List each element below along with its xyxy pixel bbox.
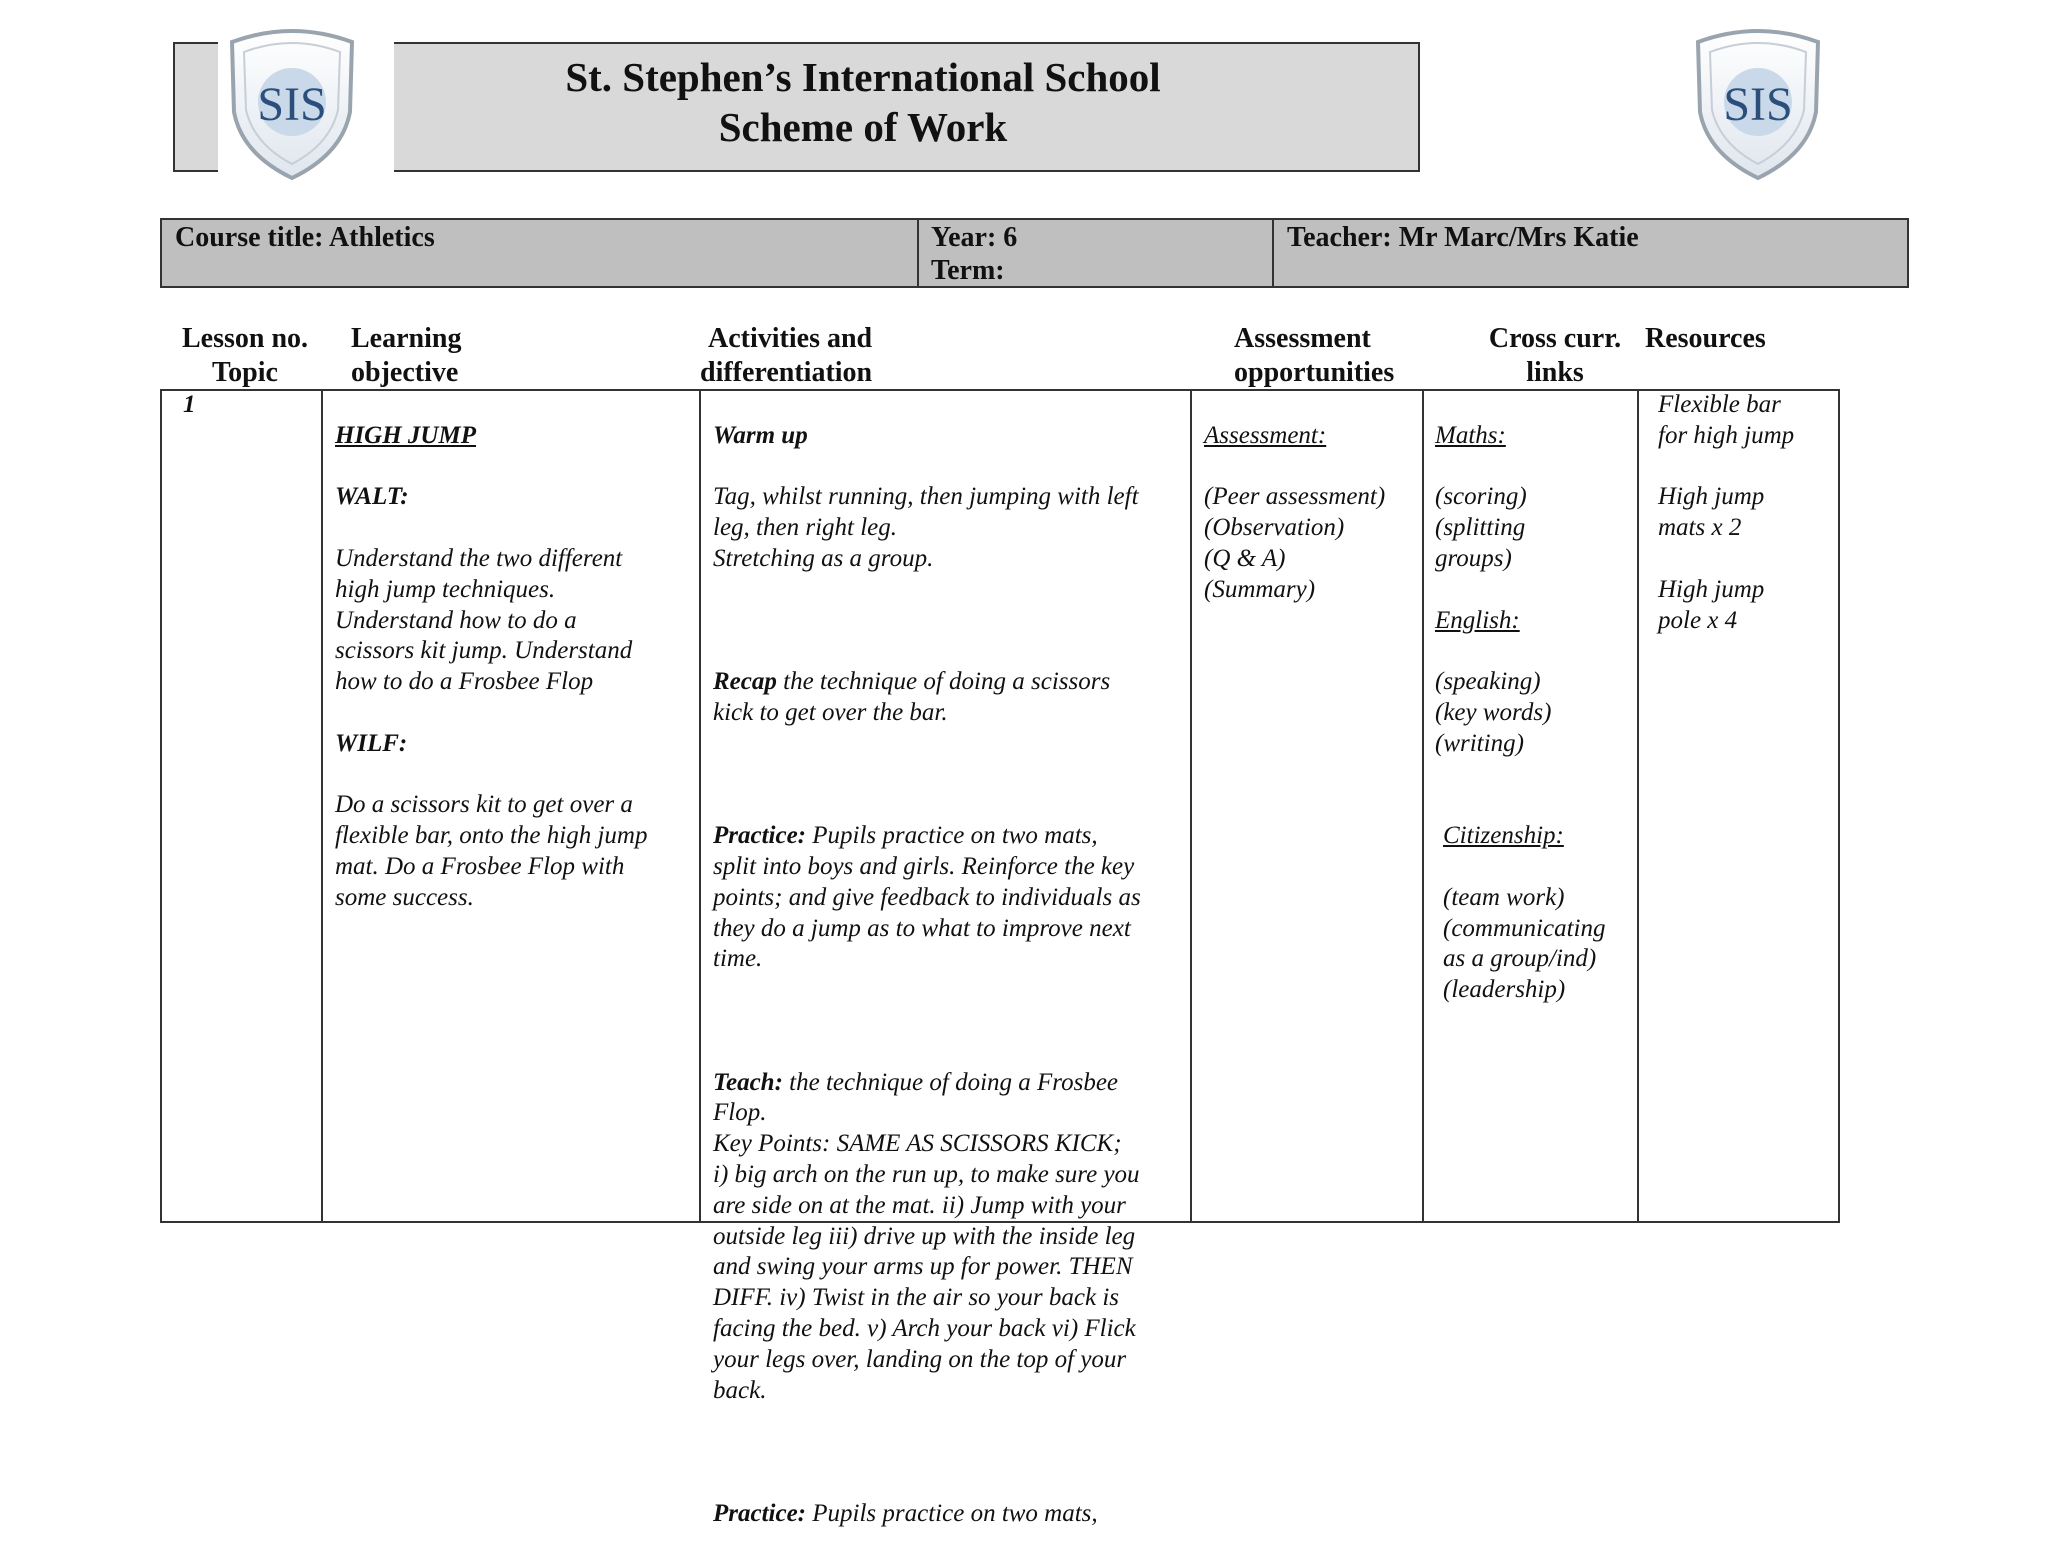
column-divider: [321, 389, 323, 1223]
school-crest-logo: [222, 22, 362, 182]
activities-cell: [713, 390, 1188, 1560]
practice-paragraph-2: Practice: Pupils practice on two mats,: [713, 1499, 1098, 1527]
learning-objective-cell: [335, 390, 695, 944]
citizenship-heading: Citizenship:: [1443, 822, 1564, 850]
maths-items: (scoring) (splitting groups): [1435, 483, 1527, 572]
column-divider: [1422, 389, 1424, 1223]
citizenship-items: (team work) (communicating as a group/ind) (leadership): [1443, 883, 1606, 1004]
svg-text:SIS: SIS: [257, 78, 327, 131]
walt-text: Understand the two different high jump techniques. Understand how to do a scissors kit jump. Understand how to do a Frosbee Flop: [335, 544, 633, 696]
walt-label: WALT:: [335, 483, 409, 511]
teach-paragraph: Teach: the technique of doing a Frosbee Flop. Key Points: SAME AS SCISSORS KICK; i) big arch on the run up, to make sure you are side on at the mat. ii) Jump with your outside leg iii) drive up with the inside leg and swing your arms up for power. THEN DIFF. iv) Twist in the air so your back is facing the bed. v) Arch your back vi) Flick your legs over, landing on the top of your back.: [713, 1068, 1140, 1404]
divider: [1272, 218, 1274, 288]
course-title: Course title: Athletics: [175, 222, 435, 253]
assessment-heading: Assessment:: [1204, 421, 1327, 449]
resources-cell: Flexible bar for high jump High jump mats x 2 High jump pole x 4: [1658, 391, 1795, 634]
practice-paragraph: Practice: Pupils practice on two mats, split into boys and girls. Reinforce the key points; and give feedback to individuals as they do a jump as to what to improve next time.: [713, 822, 1141, 973]
lesson-number: 1: [183, 391, 196, 418]
school-crest-logo: [1688, 22, 1828, 182]
document-title: Scheme of Work: [718, 104, 1008, 150]
page-title: [173, 52, 1553, 152]
divider: [917, 218, 919, 288]
column-header-activities: Activities and differentiation: [700, 323, 873, 388]
assessment-cell: [1204, 390, 1419, 636]
assessment-items: (Peer assessment) (Observation) (Q & A) (Summary): [1204, 483, 1386, 603]
column-header-assessment: Assessment opportunities: [1234, 323, 1395, 388]
teacher-label: Teacher: Mr Marc/Mrs Katie: [1287, 222, 1639, 253]
column-header-cross-curricular: Cross curr. links: [1488, 323, 1622, 388]
column-divider: [1637, 389, 1639, 1223]
wilf-label: WILF:: [335, 729, 408, 757]
column-divider: [699, 389, 701, 1223]
english-items: (speaking) (key words) (writing): [1435, 668, 1552, 757]
wilf-text: Do a scissors kit to get over a flexible bar, onto the high jump mat. Do a Frosbee Flop with some success.: [335, 791, 648, 911]
warmup-text: Tag, whilst running, then jumping with left leg, then right leg. Stretching as a group.: [713, 483, 1139, 572]
topic-heading: HIGH JUMP: [335, 421, 476, 449]
recap-paragraph: Recap the technique of doing a scissors kick to get over the bar.: [713, 668, 1111, 726]
year-label: Year: 6: [931, 222, 1018, 253]
warmup-heading: Warm up: [713, 421, 808, 449]
cross-curricular-cell: [1435, 390, 1635, 1068]
column-header-objective: Learning objective: [351, 323, 462, 388]
maths-heading: Maths:: [1435, 421, 1506, 449]
school-name: St. Stephen’s International School: [565, 54, 1161, 100]
term-label: Term:: [931, 255, 1005, 286]
column-header-lesson: Lesson no. Topic: [181, 323, 309, 388]
column-divider: [1190, 389, 1192, 1223]
svg-text:SIS: SIS: [1723, 78, 1793, 131]
english-heading: English:: [1435, 606, 1520, 634]
column-header-resources: Resources: [1645, 323, 1766, 354]
